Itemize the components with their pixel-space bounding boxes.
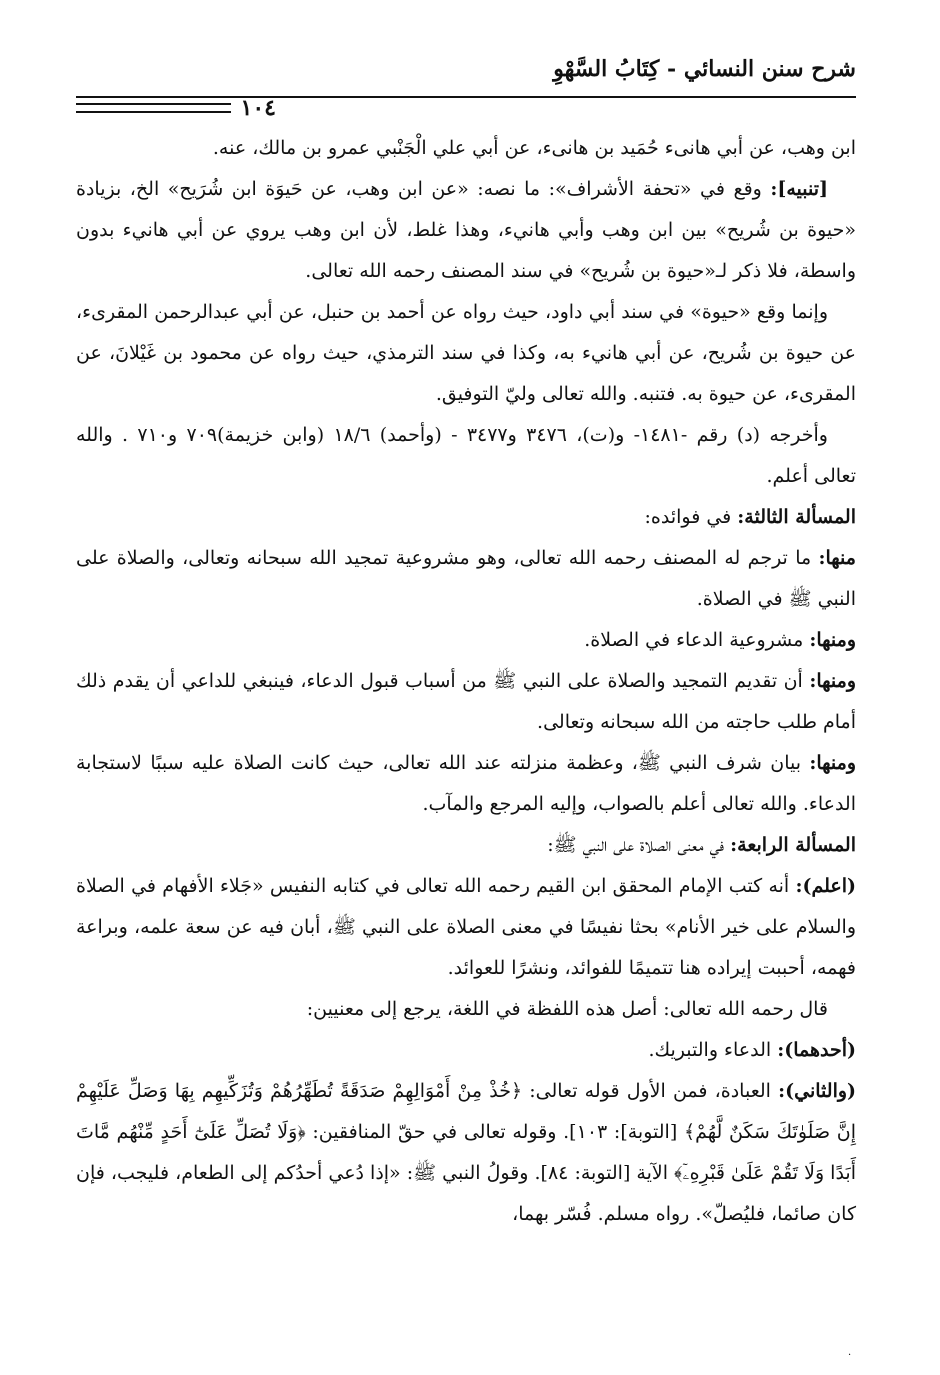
page-number-block <box>76 96 276 120</box>
paragraph-lead: (والثاني): <box>778 1080 857 1102</box>
paragraph <box>76 866 856 989</box>
paragraph <box>76 415 856 497</box>
paragraph <box>76 1071 856 1235</box>
paragraph-text: في فوائده: <box>644 506 732 528</box>
paragraph <box>76 169 856 292</box>
running-title: شرح سنن النسائي - كِتَابُ السَّهْوِ <box>553 56 856 82</box>
paragraph-lead: (اعلم): <box>795 875 856 897</box>
paragraph-text: وإنما وقع «حيوة» في سند أبي داود، حيث رواه عن أحمد بن حنبل، عن أبي عبدالرحمن المقرىء، عن حيوة بن شُريح، عن أبي هانيء به، وكذا في سند الترمذي، حيث رواه عن محمود بن غَيْلانَ، عن المقرىء، عن حيوة به. فتنبه. والله تعالى وليّ التوفيق. <box>76 301 856 405</box>
paragraph-lead: ومنها: <box>809 629 856 651</box>
paragraph-lead: ومنها: <box>809 752 856 774</box>
paragraph-text: ما ترجم له المصنف رحمه الله تعالى، وهو مشروعية تمجيد الله سبحانه وتعالى، والصلاة على النبي ﷺ في الصلاة. <box>76 547 856 610</box>
paragraph-lead: المسألة الثالثة: <box>737 506 856 528</box>
paragraph-lead: منها: <box>818 547 856 569</box>
paragraph-text: في معنى الصلاة على النبي ﷺ: <box>547 834 725 856</box>
paragraph-text: العبادة، فمن الأول قوله تعالى: ﴿خُذْ مِنْ أَمْوَالِهِمْ صَدَقَةً تُطَهِّرُهُمْ وَتُزَكِّيهِم بِهَا وَصَلِّ عَلَيْهِمْ إِنَّ صَلَوٰتَكَ سَكَنٌ لَّهُمْ﴾ [التوبة]: ١٠٣]. وقوله تعالى في حقّ المنافقين: ﴿وَلَا تُصَلِّ عَلَىٰٓ أَحَدٍ مِّنْهُم مَّاتَ أَبَدًا وَلَا تَقُمْ عَلَىٰ قَبْرِهِۦٓ﴾ الآية [التوبة: ٨٤]. وقولُ النبي ﷺ: «إذا دُعي أحدُكم إلى الطعام، فليجب، فإن كان صائما، فليُصلّ». رواه مسلم. فُسّر بهما، <box>76 1080 856 1225</box>
paragraph-lead: (أحدهما): <box>777 1039 856 1061</box>
double-rule <box>76 103 231 113</box>
paragraph <box>76 825 856 866</box>
paragraph-text: أن تقديم التمجيد والصلاة على النبي ﷺ من أسباب قبول الدعاء، فينبغي للداعي أن يقدم ذلك أمام طلب حاجته من الله سبحانه وتعالى. <box>76 670 856 733</box>
paragraph-text: وقع في «تحفة الأشراف»: ما نصه: «عن ابن وهب، عن حَيوَة ابن شُرَيح» الخ، بزيادة «حيوة بن شُريح» بين ابن وهب وأبي هانيء، وهذا غلط، لأن ابن وهب يروي عن أبي هانيء بدون واسطة، فلا ذكر لـ«حيوة بن شُريح» في سند المصنف رحمه الله تعالى. <box>76 178 856 282</box>
paragraph <box>76 743 856 825</box>
paragraph-text: الدعاء والتبريك. <box>648 1039 772 1061</box>
paragraph-lead: ومنها: <box>809 670 856 692</box>
paragraph-text: مشروعية الدعاء في الصلاة. <box>584 629 804 651</box>
page-number: ١٠٤ <box>240 95 276 121</box>
paragraph-text: ابن وهب، عن أبي هانىء حُمَيد بن هانىء، عن أبي علي الْجَنْبي عمرو بن مالك، عنه. <box>212 137 856 159</box>
paragraph <box>76 292 856 415</box>
paragraph-text: أنه كتب الإمام المحقق ابن القيم رحمه الله تعالى في كتابه النفيس «جَلاء الأفهام في الصلاة والسلام على خير الأنام» بحثا نفيسًا في معنى الصلاة على النبي ﷺ، أبان فيه عن سعة علمه، وبراعة فهمه، أحببت إيراده هنا تتميمًا للفوائد، ونشرًا للعوائد. <box>76 875 856 979</box>
paragraph-lead: [تنبيه]: <box>770 178 828 200</box>
paragraph-lead: المسألة الرابعة: <box>730 834 856 856</box>
paragraph <box>76 538 856 620</box>
paragraph-text: وأخرجه (د) رقم -١٤٨١- و(ت)، ٣٤٧٦ و٣٤٧٧ - (وأحمد) ١٨/٦ (وابن خزيمة)٧٠٩ و٧١٠ . والله تعالى أعلم. <box>76 424 856 487</box>
paragraph <box>76 620 856 661</box>
footer-mark: · <box>848 1350 852 1361</box>
paragraph <box>76 661 856 743</box>
paragraph <box>76 128 856 169</box>
paragraph <box>76 1030 856 1071</box>
body-text <box>76 128 856 1235</box>
paragraph-text: قال رحمه الله تعالى: أصل هذه اللفظة في اللغة، يرجع إلى معنيين: <box>306 998 828 1020</box>
paragraph <box>76 497 856 538</box>
paragraph-text: بيان شرف النبي ﷺ، وعظمة منزلته عند الله تعالى، حيث كانت الصلاة عليه سببًا لاستجابة الدعاء. والله تعالى أعلم بالصواب، وإليه المرجع والمآب. <box>76 752 856 815</box>
paragraph <box>76 989 856 1030</box>
page-header <box>76 52 856 122</box>
